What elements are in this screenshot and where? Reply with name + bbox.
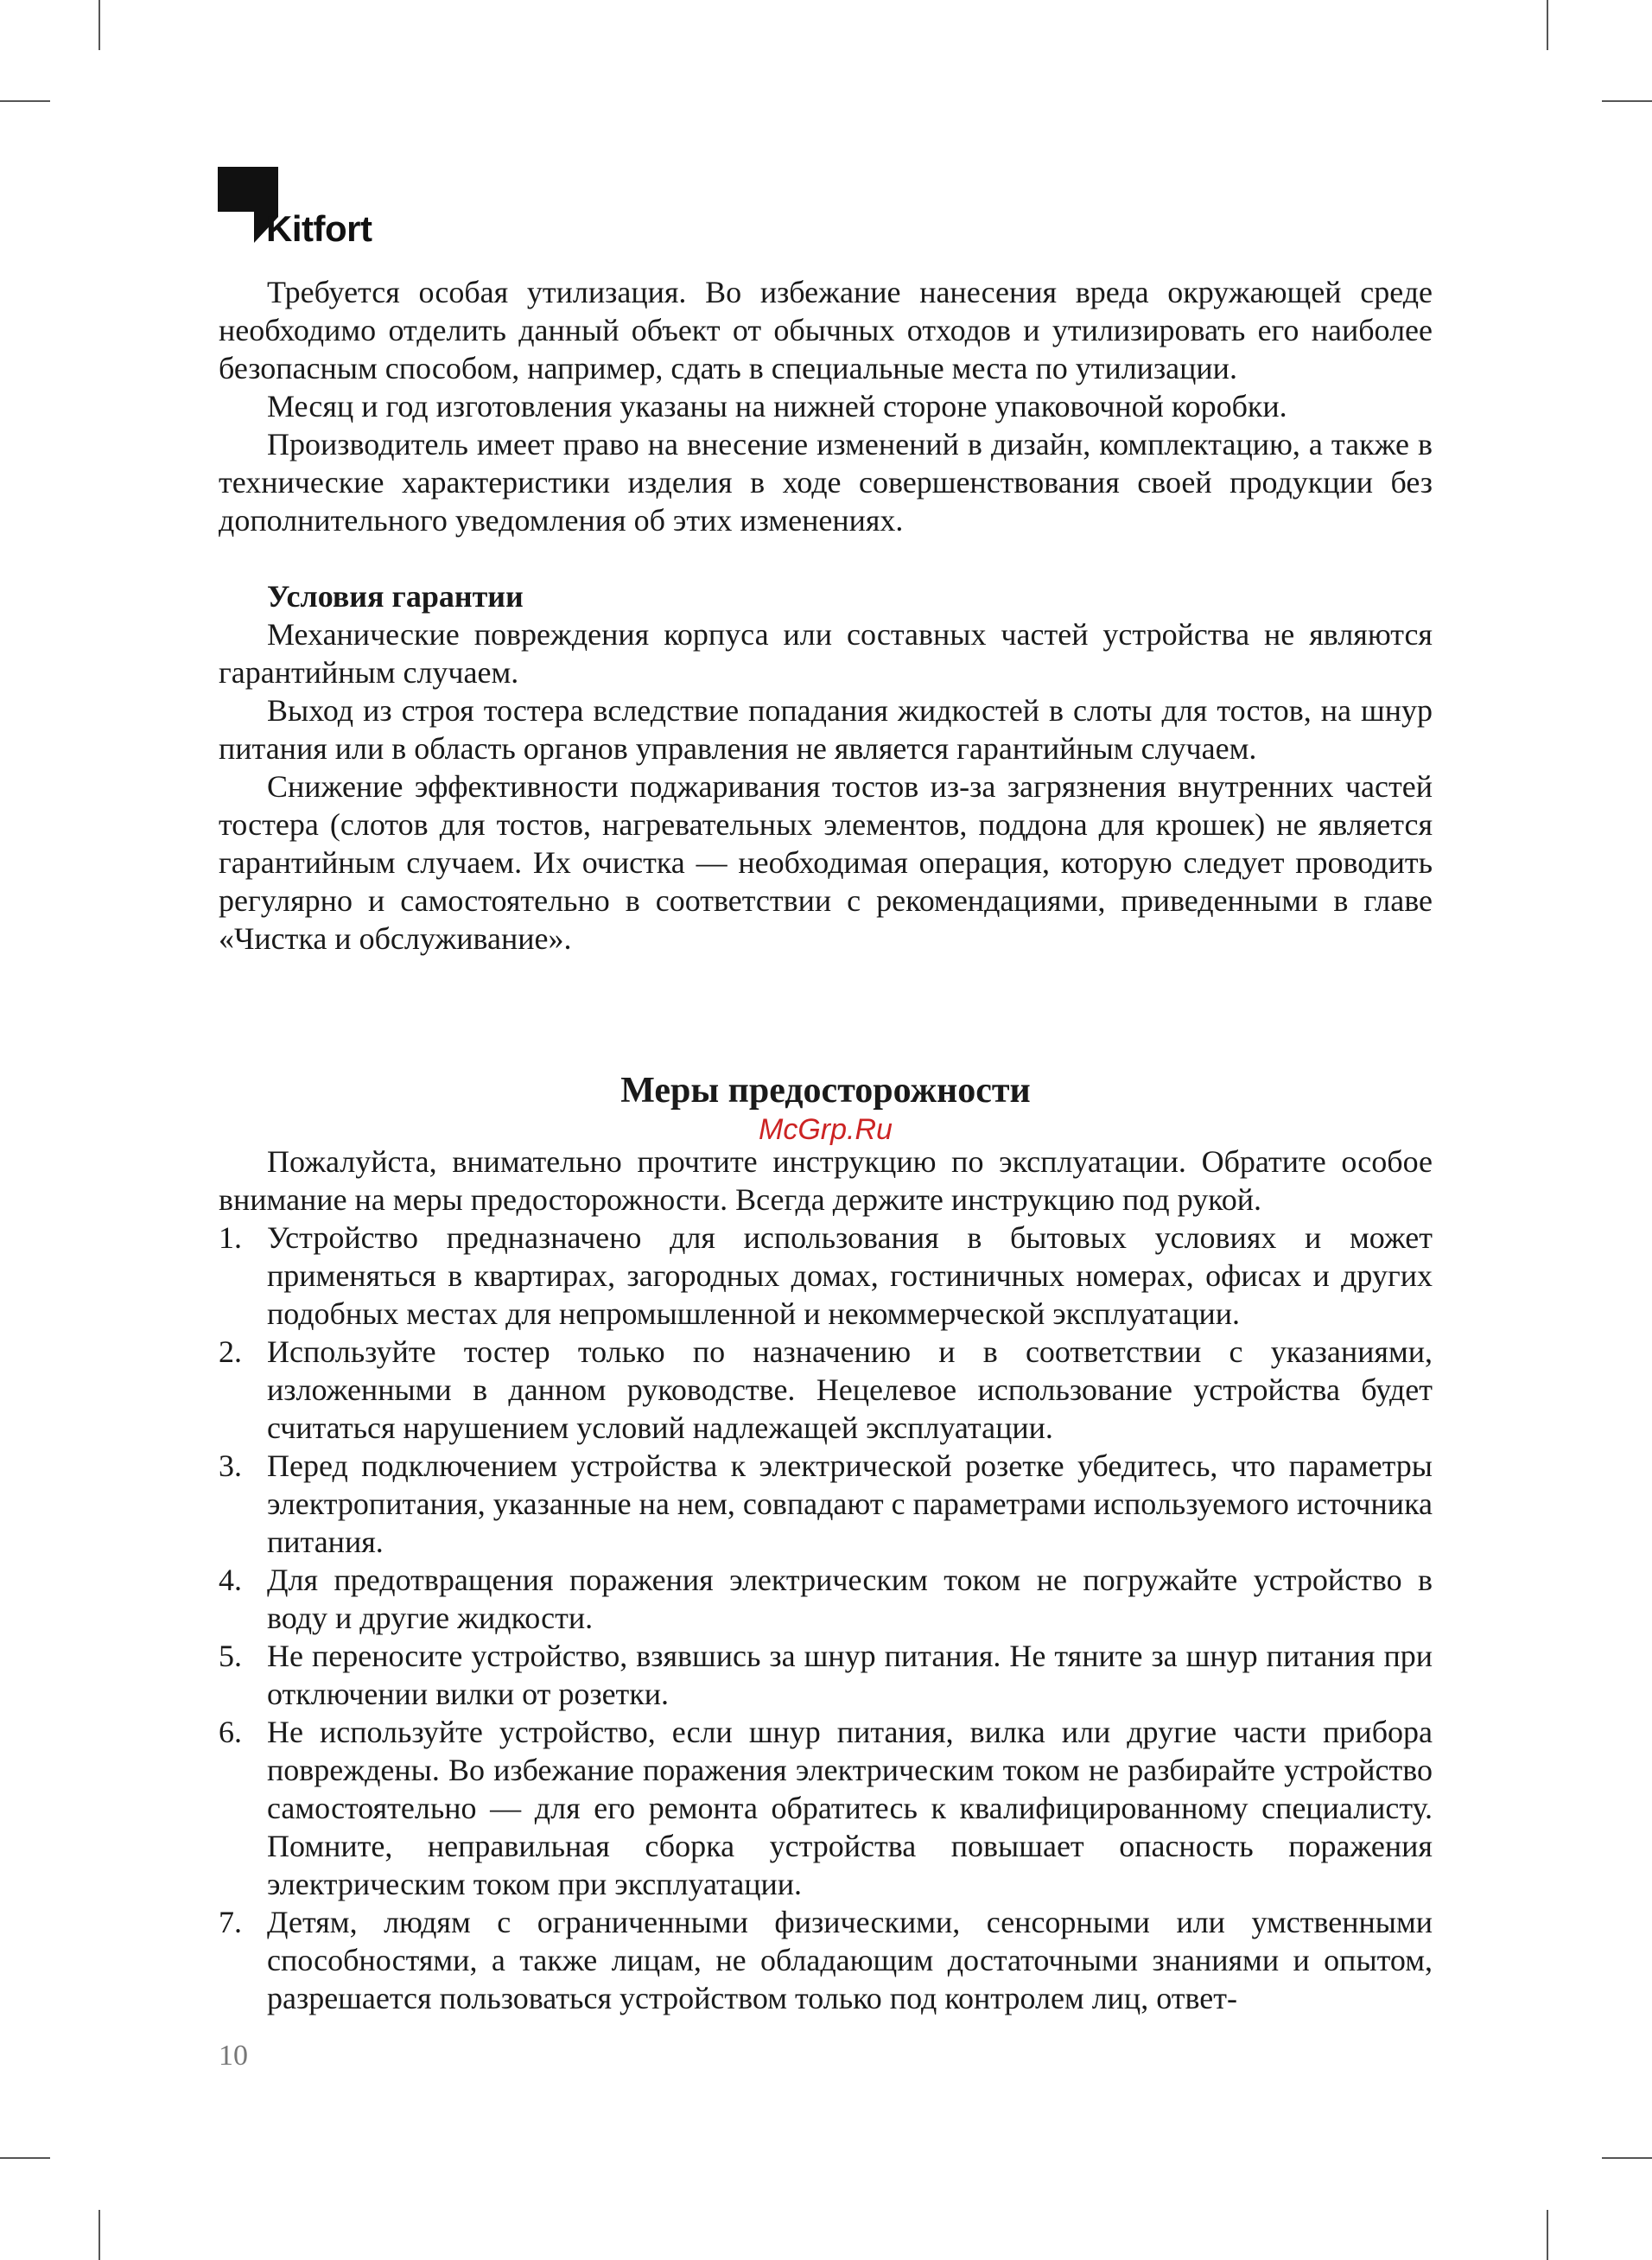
precautions-section xyxy=(219,1143,1433,2017)
crop-mark xyxy=(98,2210,100,2260)
warranty-title: Условия гарантии xyxy=(267,579,524,614)
list-item-text: Перед подключением устройства к электрической розетке убедитесь, что параметры электропитания, указанные на нем, совпадают с параметрами используемого источника питания. xyxy=(267,1448,1433,1559)
list-item-text: Используйте тостер только по назначению и в соответствии с указаниями, изложенными в данном руководстве. Нецелевое использование устройства будет считаться нарушением условий надлежащей эксплуатации. xyxy=(267,1334,1433,1445)
paragraph: Требуется особая утилизация. Во избежание нанесения вреда окружающей среде необходимо отделить данный объект от обычных отходов и утилизировать его наиболее безопасным способом, например, сдать в специальные места по утилизации. xyxy=(219,275,1433,385)
crop-mark xyxy=(1602,2157,1652,2159)
crop-mark xyxy=(1547,2210,1548,2260)
list-item-text: Для предотвращения поражения электрическим током не погружайте устройство в воду и другие жидкости. xyxy=(267,1563,1433,1635)
paragraph: Снижение эффективности поджаривания тостов из-за загрязнения внутренних частей тостера (слотов для тостов, нагревательных элементов, поддона для крошек) не является гарантийным случаем. Их очистка — необходимая операция, которую следует проводить регулярно и самостоятельно в соответствии с рекомендациями, приведенными в главе «Чистка и обслуживание». xyxy=(219,769,1433,956)
list-item-text: Детям, людям с ограниченными физическими, сенсорными или умственными способностями, а также лицам, не обладающим достаточными знаниями и опытом, разрешается пользоваться устройством только под контролем лиц, ответ- xyxy=(267,1905,1433,2015)
list-number: 5. xyxy=(219,1639,242,1673)
list-item xyxy=(219,1561,1433,1637)
list-item-text: Устройство предназначено для использования в бытовых условиях и может применяться в квартирах, загородных домах, гостиничных номерах, офисах и других подобных местах для непромышленной и некоммерческой эксплуатации. xyxy=(267,1220,1433,1331)
list-number: 4. xyxy=(219,1563,242,1597)
list-item xyxy=(219,1447,1433,1561)
crop-mark xyxy=(0,100,50,102)
paragraph: Производитель имеет право на внесение изменений в дизайн, комплектацию, а также в технические характеристики изделия в ходе совершенствования своей продукции без дополнительного уведомления об этих изменениях. xyxy=(219,427,1433,538)
list-item xyxy=(219,1713,1433,1903)
list-item xyxy=(219,1333,1433,1447)
paragraph: Месяц и год изготовления указаны на нижней стороне упаковочной коробки. xyxy=(267,389,1287,423)
brand-name: Kitfort xyxy=(266,208,372,249)
watermark: McGrp.Ru xyxy=(759,1113,893,1146)
crop-mark xyxy=(0,2157,50,2159)
crop-mark xyxy=(1602,100,1652,102)
precautions-list xyxy=(219,1219,1433,2017)
list-item-text: Не переносите устройство, взявшись за шнур питания. Не тяните за шнур питания при отключении вилки от розетки. xyxy=(267,1639,1433,1711)
paragraph: Механические повреждения корпуса или составных частей устройства не являются гарантийным случаем. xyxy=(219,617,1433,690)
crop-mark xyxy=(98,0,100,50)
list-item xyxy=(219,1637,1433,1713)
list-number: 3. xyxy=(219,1448,242,1483)
list-number: 1. xyxy=(219,1220,242,1255)
list-number: 6. xyxy=(219,1715,242,1749)
list-item xyxy=(219,1903,1433,2017)
paragraph: Пожалуйста, внимательно прочтите инструкцию по эксплуатации. Обратите особое внимание на меры предосторожности. Всегда держите инструкцию под рукой. xyxy=(219,1144,1433,1217)
paragraph: Выход из строя тостера вследствие попадания жидкостей в слоты для тостов, на шнур питания или в область органов управления не является гарантийным случаем. xyxy=(219,693,1433,766)
crop-mark xyxy=(1547,0,1548,50)
list-item-text: Не используйте устройство, если шнур питания, вилка или другие части прибора повреждены. Во избежание поражения электрическим током не разбирайте устройство самостоятельно — для его ремонта обратитесь к квалифицированному специалисту. Помните, неправильная сборка устройства повышает опасность поражения электрическим током при эксплуатации. xyxy=(267,1715,1433,1901)
list-number: 7. xyxy=(219,1905,242,1939)
brand-logo xyxy=(218,167,391,250)
list-item xyxy=(219,1219,1433,1333)
section-title: Меры предосторожности xyxy=(620,1071,1031,1111)
warranty-section xyxy=(219,577,1433,958)
list-number: 2. xyxy=(219,1334,242,1369)
intro-section xyxy=(219,273,1433,539)
page-number: 10 xyxy=(219,2040,248,2072)
